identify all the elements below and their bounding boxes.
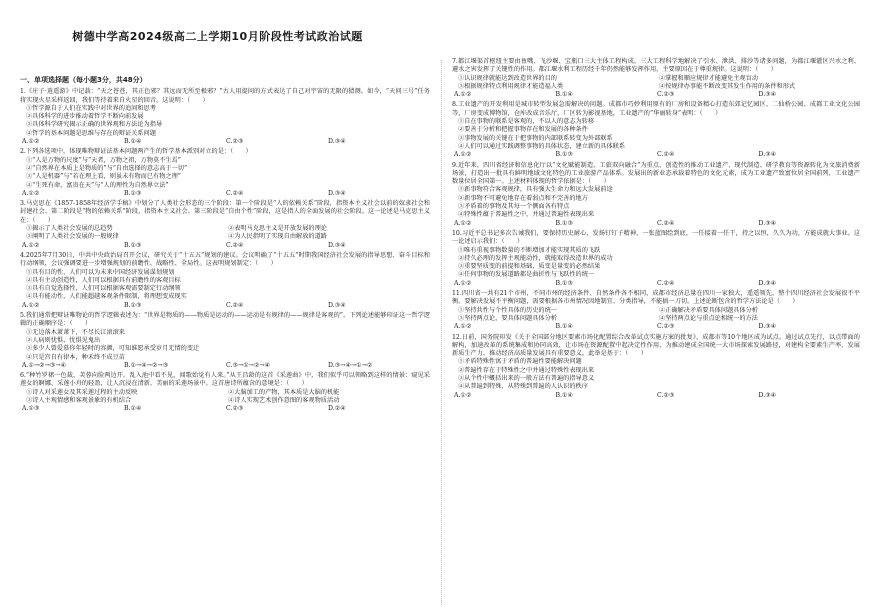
question-stem: 12.日前，国务院印发《关于全国部分地区要素市场化配置综合改革试点实施方案的批复》，成都市等10个地区成为试点。通过试点先行，以点带面的解构，加速改革的系统集成和协同高效，让市场在资源配置中起决定性作用，为推动建成全国统一大市场探索发展路径，对建构全要素生产率、发展新质生产力、推动经济高质量发展具有重要意义。此举是基于：（ ）	[452, 333, 860, 358]
answer-choices	[20, 138, 430, 146]
choice-d: D.②④	[328, 405, 346, 413]
option: ③坚持两点论，要具体问题具体分析	[458, 314, 557, 322]
option: ②持久必理的发挥主观能动性，就能取得改造世界的成功	[458, 254, 613, 262]
exam-title: 树德中学高2024级高二上学期10月阶段性考试政治试题	[72, 30, 363, 43]
option: ①新事物符合客观规律，具有强大生命力和远大发展前途	[458, 186, 613, 194]
option: ③具体科学研究揭示正确的世界观和方法论为指导	[26, 121, 163, 129]
answer-choices	[20, 190, 430, 198]
option: ①唯有重视事物数量的不断增加才能实现其质的飞跃	[458, 246, 601, 254]
option: ②表明马克思主义是开放发展的理论	[228, 225, 327, 233]
question-stem: 11.四川省一共有21个市州，不同市州的经济条件、自然条件各不相同，成都市经济总量在四川一家独大，遥遥领先，整个四川经济社会发展很不平衡。要解决发展不平衡问题，需要根据各市州情况因地制宜、分类指导，不能搞一刀切。上述论断包含的哲学方法论是（ ）	[452, 290, 860, 306]
option: ③诗人主观情感和客观景象的有机结合	[26, 396, 132, 404]
choice-b: B.①→④→②→③	[124, 361, 169, 369]
option: ③从个性中概括出来的一般方法有普遍的指导意义	[458, 374, 595, 382]
choice-a: A.①②	[454, 391, 472, 399]
answer-choices	[452, 220, 860, 228]
question-stem: 3.马克思在《1857-1858年经济学手稿》中划分了人类社会形态的三个阶段：第一个阶段是“人的依赖关系”阶段，指资本主义社会以前的奴隶社会和封建社会。第二阶段是“物的依赖关系”阶段，指资本主义社会。第三阶段是“自由个性”阶段，这是指人的全面发展的社会阶段。这一论述是马克思主义在：（ ）	[20, 200, 430, 224]
option: ②掌握和顺应规律才能避免主观盲动	[659, 74, 758, 82]
option: ②要善于分析和把握事物存在和发展的各种条件	[458, 126, 588, 134]
option: ①哲学源自于人们在实践中对世界的追问和思考	[26, 104, 156, 112]
option: ④任何事物的发展道路都是曲折性与飞跃性的统一	[458, 271, 595, 279]
question-4	[20, 252, 430, 310]
choice-c: C.②④	[657, 279, 675, 287]
question-12	[452, 334, 860, 400]
option: ②新事物不可避免地存在着弱点和不完善的地方	[458, 194, 588, 202]
left-column	[20, 76, 430, 416]
option: ②具有主动创造性，人们可以根据具有前瞻性的客观目标	[26, 276, 181, 284]
option: ②“自然界在本质上是物质的”与“自由选择的意志高于一切”	[26, 164, 188, 172]
question-6	[20, 372, 430, 413]
question-stem: 5.我们通常把辩证唯物论的哲学逻辑表述为：“世界是物质的——物质是运动的——运动是有规律的——规律是客观的”。下列论述能够印证这一哲学逻辑的正确顺序是：（ ）	[20, 312, 430, 328]
column-divider	[441, 60, 442, 605]
answer-choices	[452, 151, 860, 159]
choice-a: A.①③	[22, 405, 40, 413]
question-stem: 6.“种竹罗裙一色裁，芙蓉向脸两边开。乱入池中看不见，闻歌始觉有人来。”从王昌龄的这首《采莲曲》中，我们似乎可以领略到这样的情景：窥见采莲女的婀娜、采莲小舟的轻盈，让人沉浸在清新、美丽的采莲场景中。这首唐诗所蕴含的意境是：（ ）	[20, 372, 430, 388]
choice-a: A.①②	[454, 279, 472, 287]
choice-a: A.①②	[22, 189, 40, 197]
option: ④特殊性蕴于普遍性之中，并通过普遍性表现出来	[458, 211, 595, 219]
answer-choices	[452, 392, 860, 400]
option: ②具体科学的进步推动着哲学不断向前发展	[26, 113, 144, 121]
option: ③“人是机器”与“若在理上看，则虽未有物而已有物之理”	[26, 173, 181, 181]
question-10	[452, 230, 860, 288]
choice-d: D.③④	[328, 138, 346, 146]
option: ①矛盾特殊性寓于矛盾的普遍性要能解决问题	[458, 358, 582, 366]
option: ②普遍性存在于特殊性之中并通过特殊性表现出来	[458, 366, 595, 374]
question-stem: 9.近年来，四川省经济和信息化厅以“文化赋能制造、工旅双向融合”为重点，创造性的推动工业遗产、现代制造、研学教育等资源转化为文旅消费新场景，打造出一批具有鲜明地域文化特色的工业旅游产品体系。发展出的新业态承载着特色的文化元素，成为工业遗产致富位居全国前列，工业遗产数量位居全国第一。上述材料体现的哲学依据是：（ ）	[452, 161, 860, 186]
option: ③多少人曾爱慕你年轻时的容颜，可知谁愿承受岁月无情的变迁	[26, 345, 200, 353]
option: ④人们可以通过实践调整事物的具体状态，建立新的具体联系	[458, 142, 626, 150]
option: ①具有目的性，人们可以为未来中国经济发展谋划规划	[26, 268, 175, 276]
choice-b: B.①③	[124, 241, 142, 249]
choice-c: C.②④	[657, 151, 675, 159]
option-row	[26, 397, 430, 405]
question-3	[20, 200, 430, 250]
option: ②人病则忧惧，忧惧见鬼出	[26, 336, 101, 344]
choice-a: A.①②	[22, 241, 40, 249]
option: ①诗人对采莲女及其采莲过程的主动反映	[26, 388, 138, 396]
answer-choices	[20, 362, 430, 370]
option: ③矛盾着的事物及其每一个侧面各有特点	[458, 203, 570, 211]
option: ④坚持两点论与重点论相统一的方法	[659, 314, 758, 322]
question-stem: 4.2025年7月30日，中共中央政治局召开会议，研究关于“十五五”规划的建议。会议明确了“十五五”时期我国经济社会发展的指导思想、奋斗目标和行动纲领，会议强调要进一步增强规划的前瞻性、战略性、全局性。这表明规划制定：（ ）	[20, 251, 430, 268]
option: ③阐明了人类社会发展的一般规律	[26, 233, 119, 241]
choice-d: D.③④	[328, 241, 346, 249]
question-stem: 8.工业遗产的开发利用是城市转型发展急需解决的问题。成都市巧妙利用原有的厂房和设备精心打造东郊记忆园区、二仙桥公园、成都工业文化公园等，厂房变成博物馆，仓库改成音乐厅，厂区转为影视基地，工业遗产的“华丽转身”表明：（ ）	[452, 101, 860, 117]
choice-b: B.①④	[124, 138, 142, 146]
choice-c: C.③→①→②→④	[226, 361, 271, 369]
answer-choices	[20, 302, 430, 310]
option: ①揭示了人类社会发展的总趋势	[26, 225, 113, 233]
option-row	[458, 83, 860, 91]
choice-a: A.①②	[454, 219, 472, 227]
choice-a: A.①→②→③→④	[22, 361, 67, 369]
option: ④从普遍到特殊，从特殊到普遍的人认识的秩序	[458, 383, 588, 391]
choice-c: C.②④	[657, 219, 675, 227]
choice-b: B.①③	[124, 189, 142, 197]
question-9	[452, 162, 860, 228]
choice-c: C.②③	[657, 391, 675, 399]
option: ④哲学的基本问题是思维与存在的辩证关系问题	[26, 129, 156, 137]
option: ④为人民指明了实现自由解放的道路	[228, 233, 327, 241]
choice-d: D.③→④→①→②	[328, 361, 373, 369]
choice-c: C.②④	[226, 241, 244, 249]
option: ③事物发展的关键在于把事物的内部联系转变为外部联系	[458, 134, 613, 142]
choice-a: A.①②	[22, 301, 40, 309]
section-heading: 一、单项选择题（每小题3分，共48分）	[20, 76, 147, 84]
option: ③具有自觉选择性，人们可以根据客观需要制定行动纲领	[26, 285, 181, 293]
answer-choices	[20, 405, 430, 413]
question-7	[452, 58, 860, 99]
question-8	[452, 101, 860, 159]
choice-c: C.②③	[657, 91, 675, 99]
option: ②大脑加工的产物，其本质是大脑的机能	[228, 388, 340, 396]
question-2	[20, 148, 430, 198]
option: ①坚持共性与个性具体的历史的统一	[458, 306, 557, 314]
question-5	[20, 312, 430, 370]
option: ③根据规律特点利用规律才能造福人类	[458, 82, 564, 90]
question-stem: 2.下列各选项中，体现唯物辩证法基本问题两产生的哲学基本派别对立的是：（ ）	[20, 148, 252, 156]
choice-c: C.②④	[226, 189, 244, 197]
option: ③重要坚质变的前提和基础，质变是量变的必然结果	[458, 263, 601, 271]
option: ④按规律办事能不断改变其发生作用的条件和形式	[659, 82, 796, 90]
choice-c: C.②③	[657, 323, 675, 331]
question-stem: 7.都江堰渠首枢纽主要由鱼嘴、飞沙堰、宝瓶口三大主体工程构成。三大工程科学地解决了引水、泄洪、排沙等诸多问题，为都江堰灌区兴水之利、避水之害发挥了关键性的作用。都江堰水利工程历经千年仍然能够发挥作用，主要原因在于尊重规律。这说明：（ ）	[452, 58, 860, 74]
choice-d: D.③④	[758, 323, 777, 331]
answer-choices	[452, 323, 860, 331]
option: ④“生死有命，富贵在天”与“人的理性为自然界立法”	[26, 181, 169, 189]
option: ①“人是万物的尺度”与“天者，万物之祖，万物莫不生焉”	[26, 156, 181, 164]
choice-a: A.①②	[454, 151, 472, 159]
choice-b: B.①④	[555, 391, 574, 399]
option: ①自在事物的联系是客观的，不以人的意志为转移	[458, 118, 595, 126]
choice-d: D.③④	[758, 219, 777, 227]
option-row	[26, 389, 430, 397]
choice-d: D.③④	[758, 151, 777, 159]
choice-b: B.①③	[124, 301, 142, 309]
right-column	[452, 58, 860, 402]
choice-b: B.①③	[555, 151, 574, 159]
question-stem: 1.《庄子·逍遥游》中记载：“天之苍苍，其正色邪？其远而无所至极邪？”古人用提问的方式表达了自己对宇宙的无限的猜测。如今，“天问三号”任务将实现火星采样返回，我们等待着来自火星的回音。这说明：（ ）	[20, 88, 430, 104]
choice-a: A.①②	[454, 323, 472, 331]
option-row	[458, 307, 860, 315]
choice-d: D.③④	[758, 279, 777, 287]
choice-b: B.①④	[555, 91, 574, 99]
question-stem: 10.习近平总书记多次告诫我们，要保持历史耐心，发扬钉钉子精神，一张蓝图绘到底，一任接着一任干，持之以恒，久久为功，方能成就大事业。这一论述启示我们：（ ）	[452, 229, 860, 246]
question-1	[20, 88, 430, 146]
option: ④诗人实现艺术创作意图的客观物质活动	[228, 396, 340, 404]
choice-d: D.③④	[328, 189, 346, 197]
choice-b: B.①④	[555, 323, 574, 331]
option: ④只是宫自有律本，种禾终不成豆苗	[26, 353, 125, 361]
choice-c: C.②④	[226, 301, 244, 309]
question-11	[452, 290, 860, 331]
choice-d: D.③④	[328, 301, 346, 309]
answer-choices	[452, 280, 860, 288]
choice-b: B.①③	[555, 279, 574, 287]
option-row	[458, 315, 860, 323]
option: ②正确解决矛盾要具体问题具体分析	[659, 306, 758, 314]
answer-choices	[20, 242, 430, 250]
choice-a: A.①②	[454, 91, 472, 99]
choice-d: D.③④	[758, 391, 777, 399]
option-row	[26, 233, 430, 241]
option: ①无边落木萧萧下，不尽长江滚滚来	[26, 328, 125, 336]
option: ①认识规律就能达到改造世界的目的	[458, 74, 557, 82]
option: ④具有能动性，人们能超越客观条件限制，将理想变成现实	[26, 293, 187, 301]
choice-c: C.②③	[226, 405, 244, 413]
choice-b: B.①④	[124, 405, 142, 413]
choice-b: B.①③	[555, 219, 574, 227]
choice-d: D.③④	[758, 91, 777, 99]
option-row	[458, 75, 860, 83]
choice-a: A.①②	[22, 138, 40, 146]
answer-choices	[452, 91, 860, 99]
choice-c: C.②③	[226, 138, 244, 146]
